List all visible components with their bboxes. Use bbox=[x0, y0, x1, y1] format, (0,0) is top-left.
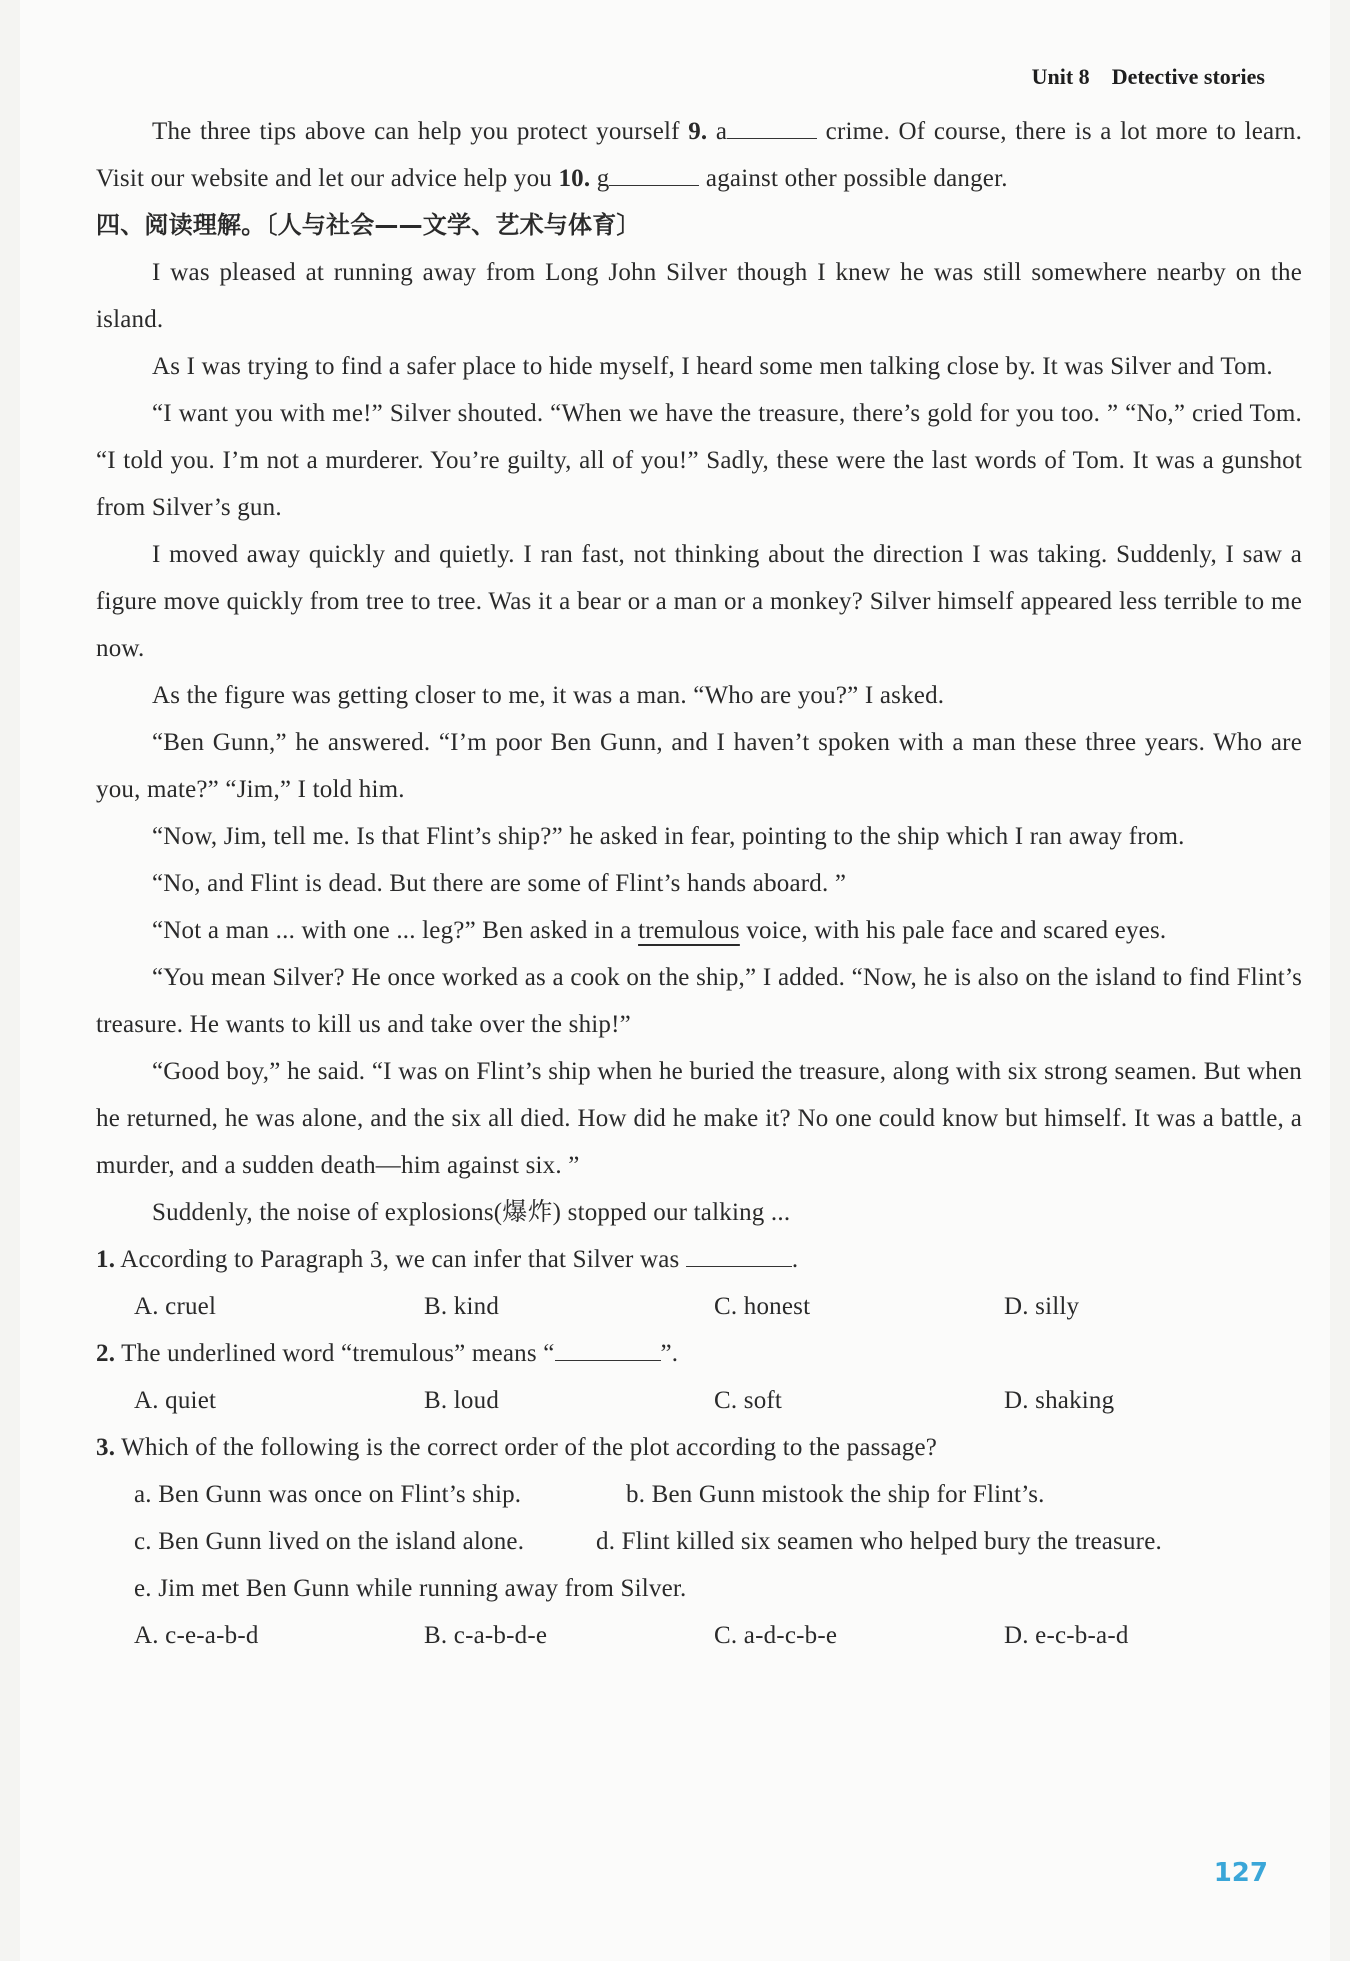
passage-paragraph-11: “Good boy,” he said. “I was on Flint’s ship when he buried the treasure, along with six strong seamen. But when he returned, he was alone, and the six all died. How did he make it? No one could know but himself. It was a battle, a murder, and a sudden death—him against six. ” bbox=[96, 1058, 1302, 1179]
intro-text-3: against other possible danger. bbox=[705, 165, 1008, 192]
option-d[interactable]: D. silly bbox=[1004, 1293, 1080, 1320]
content bbox=[96, 108, 1302, 1659]
question-3-number: 3. bbox=[96, 1434, 116, 1461]
option-c[interactable]: C. soft bbox=[714, 1387, 783, 1414]
event-d: d. Flint killed six seamen who helped bury the treasure. bbox=[596, 1528, 1162, 1555]
passage-paragraph-9 bbox=[96, 907, 1302, 954]
event-a: a. Ben Gunn was once on Flint’s ship. bbox=[134, 1481, 522, 1508]
passage-paragraph-12: Suddenly, the noise of explosions(爆炸) stopped our talking ... bbox=[152, 1199, 791, 1226]
question-2-number: 2. bbox=[96, 1340, 116, 1367]
intro-text-2: crime. Of course, there is a lot more to learn. Visit our website and let our advice help you bbox=[96, 118, 1303, 192]
question-10-letter: g bbox=[596, 165, 610, 192]
option-b[interactable]: B. loud bbox=[424, 1387, 500, 1414]
question-1-text: According to Paragraph 3, we can infer that Silver was bbox=[120, 1246, 680, 1273]
question-1 bbox=[96, 1236, 1302, 1283]
event-c: c. Ben Gunn lived on the island alone. bbox=[134, 1528, 525, 1555]
question-3 bbox=[96, 1424, 1302, 1471]
unit-title: Detective stories bbox=[1111, 64, 1265, 89]
paragraph-9-text-b: voice, with his pale face and scared eyes. bbox=[746, 917, 1167, 944]
running-header bbox=[1032, 64, 1265, 90]
passage-paragraph-2: As I was trying to find a safer place to hide myself, I heard some men talking close by. It was Silver and Tom. bbox=[152, 353, 1273, 380]
question-2 bbox=[96, 1330, 1302, 1377]
question-1-number: 1. bbox=[96, 1246, 116, 1273]
underlined-word: tremulous bbox=[638, 917, 740, 944]
question-9-letter: a bbox=[715, 118, 728, 145]
option-d[interactable]: D. shaking bbox=[1004, 1387, 1115, 1414]
passage-paragraph-5: As the figure was getting closer to me, it was a man. “Who are you?” I asked. bbox=[152, 682, 945, 709]
passage-paragraph-1: I was pleased at running away from Long John Silver though I knew he was still somewhere nearby on the island. bbox=[96, 259, 1302, 333]
passage-paragraph-7: “Now, Jim, tell me. Is that Flint’s ship?” he asked in fear, pointing to the ship which I ran away from. bbox=[152, 823, 1185, 850]
paragraph-9-text-a: “Not a man ... with one ... leg?” Ben asked in a bbox=[152, 917, 632, 944]
page bbox=[20, 0, 1330, 1961]
question-1-end: . bbox=[791, 1246, 799, 1273]
option-a[interactable]: A. quiet bbox=[134, 1387, 217, 1414]
question-2-end: ”. bbox=[660, 1340, 679, 1367]
option-c[interactable]: C. honest bbox=[714, 1293, 811, 1320]
option-d[interactable]: D. e-c-b-a-d bbox=[1004, 1622, 1129, 1649]
unit-label: Unit 8 bbox=[1031, 64, 1090, 89]
option-c[interactable]: C. a-d-c-b-e bbox=[714, 1622, 838, 1649]
option-a[interactable]: A. c-e-a-b-d bbox=[134, 1622, 259, 1649]
question-3-events-ab bbox=[96, 1471, 1302, 1518]
section-title: 四、阅读理解。〔人与社会——文学、艺术与体育〕 bbox=[96, 211, 641, 239]
question-2-blank[interactable] bbox=[555, 1360, 661, 1361]
question-2-options bbox=[96, 1377, 1302, 1424]
passage-paragraph-6: “Ben Gunn,” he answered. “I’m poor Ben Gunn, and I haven’t spoken with a man these three years. Who are you, mate?” “Jim,” I told him. bbox=[96, 729, 1302, 803]
intro-text-1: The three tips above can help you protect yourself bbox=[152, 118, 680, 145]
event-e: e. Jim met Ben Gunn while running away from Silver. bbox=[134, 1575, 687, 1602]
page-number: 127 bbox=[1213, 1858, 1268, 1888]
question-1-blank[interactable] bbox=[686, 1266, 792, 1267]
option-b[interactable]: B. kind bbox=[424, 1293, 500, 1320]
question-1-options bbox=[96, 1283, 1302, 1330]
question-3-options bbox=[96, 1612, 1302, 1659]
event-b: b. Ben Gunn mistook the ship for Flint’s. bbox=[626, 1481, 1045, 1508]
option-b[interactable]: B. c-a-b-d-e bbox=[424, 1622, 548, 1649]
question-3-text: Which of the following is the correct order of the plot according to the passage? bbox=[121, 1434, 938, 1461]
intro-paragraph bbox=[96, 108, 1302, 202]
question-10-number: 10. bbox=[558, 165, 591, 192]
question-3-events-cd bbox=[96, 1518, 1302, 1565]
question-2-text: The underlined word “tremulous” means “ bbox=[121, 1340, 555, 1367]
option-a[interactable]: A. cruel bbox=[134, 1293, 217, 1320]
passage-paragraph-10: “You mean Silver? He once worked as a cook on the ship,” I added. “Now, he is also on the island to find Flint’s treasure. He wants to kill us and take over the ship!” bbox=[96, 964, 1302, 1038]
passage-paragraph-4: I moved away quickly and quietly. I ran fast, not thinking about the direction I was taking. Suddenly, I saw a figure move quickly from tree to tree. Was it a bear or a man or a monkey? Silver himself appeared less terrible to me now. bbox=[96, 541, 1302, 662]
question-9-blank[interactable] bbox=[727, 138, 817, 139]
passage-paragraph-8: “No, and Flint is dead. But there are some of Flint’s hands aboard. ” bbox=[152, 870, 847, 897]
question-9-number: 9. bbox=[688, 118, 708, 145]
passage-paragraph-3: “I want you with me!” Silver shouted. “When we have the treasure, there’s gold for you too. ” “No,” cried Tom. “I told you. I’m not a murderer. You’re guilty, all of you!” Sadly, these were the last words of Tom. It was a gunshot from Silver’s gun. bbox=[96, 400, 1302, 521]
question-10-blank[interactable] bbox=[609, 185, 699, 186]
